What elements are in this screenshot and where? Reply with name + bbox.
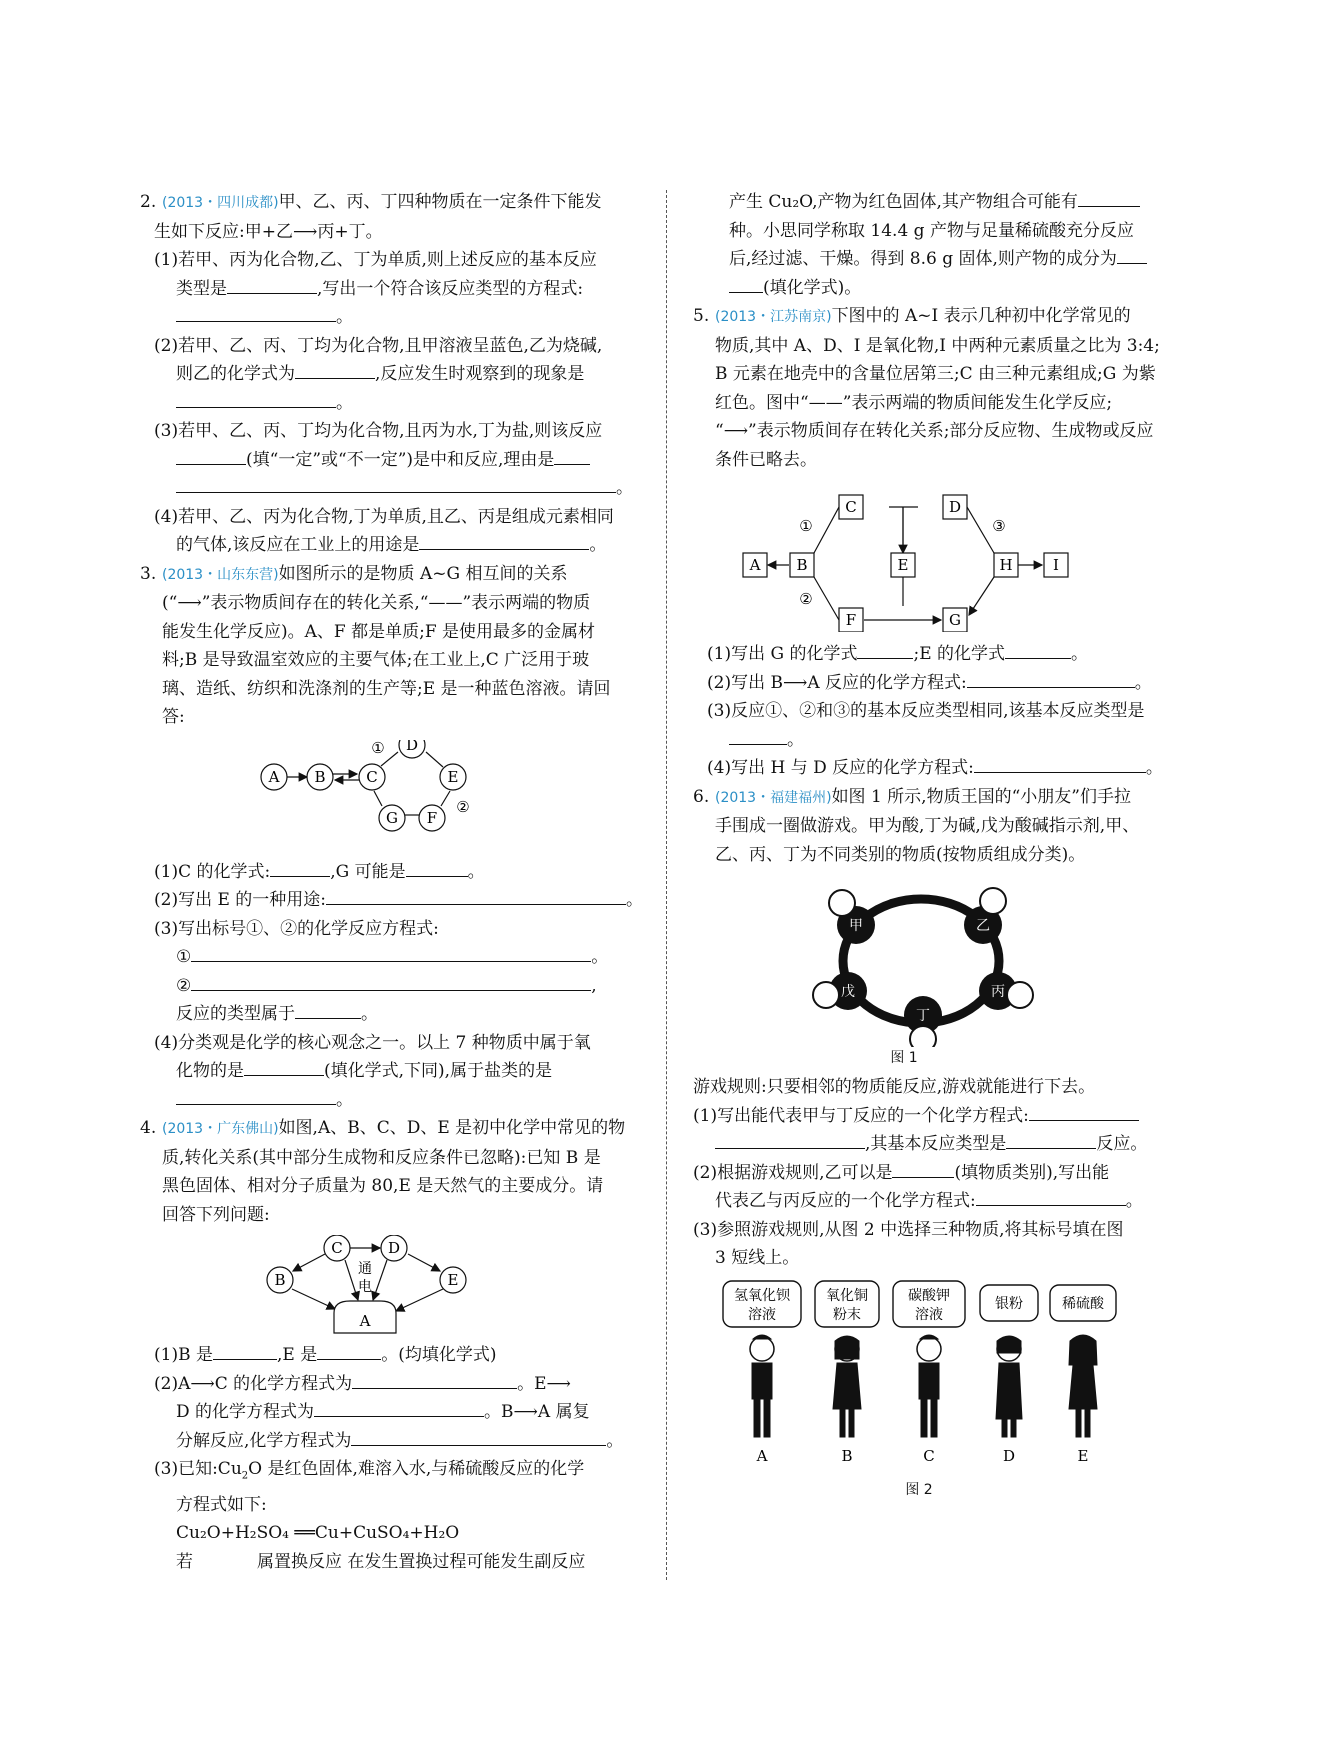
kid-B: [833, 1336, 861, 1437]
text: (2)根据游戏规则,乙可以是: [693, 1162, 893, 1183]
question-source: (2013・福建福州): [715, 789, 832, 806]
text: 。: [591, 947, 609, 967]
text: O 是红色固体,难溶入水,与稀硫酸反应的化学: [248, 1459, 585, 1479]
question-number: 3.: [140, 563, 157, 584]
left-column: [140, 188, 645, 1576]
subquestion-text: (1)若甲、丙为化合物,乙、丁为单质,则上述反应的基本反应: [154, 250, 597, 270]
answer-blank[interactable]: [892, 1159, 954, 1178]
answer-blank[interactable]: [191, 943, 591, 962]
node-label-E: E: [897, 556, 909, 574]
kid-jia: [829, 890, 875, 944]
text: (3)已知:Cu: [154, 1459, 242, 1479]
text: 的气体,该反应在工业上的用途是: [176, 535, 420, 555]
answer-blank[interactable]: [1117, 245, 1147, 264]
answer-blank[interactable]: [967, 669, 1135, 688]
text: 。: [361, 1004, 378, 1024]
answer-blank[interactable]: [314, 1398, 484, 1417]
text: ;E 的化学式: [913, 644, 1006, 664]
text: 类型是: [176, 278, 227, 299]
question-text: 生如下反应:甲+乙⟶丙+丁。: [154, 221, 383, 242]
answer-blank[interactable]: [729, 726, 787, 745]
kid-C: [917, 1335, 941, 1437]
kid-E: [1069, 1335, 1097, 1437]
text: 反应的类型属于: [176, 1004, 295, 1024]
question-source: (2013・江苏南京): [715, 309, 832, 325]
question-text: (“⟶”表示物质间存在的转化关系,“——”表示两端的物质: [162, 593, 591, 613]
question-3: [140, 560, 645, 1115]
kid-label-B: B: [841, 1446, 853, 1465]
question-text: B 元素在地壳中的含量位居第三;C 由三种元素组成;G 为紫: [715, 364, 1156, 384]
question-source: (2013・四川成都): [162, 195, 279, 211]
text: ,: [591, 975, 597, 996]
question-number: 5.: [693, 306, 710, 326]
text: 属置换反应 在发生置换过程可能发生副反应: [257, 1551, 586, 1572]
text: 反应。: [1096, 1134, 1148, 1154]
answer-blank[interactable]: [1005, 640, 1071, 659]
bubble-text: 氧化铜: [826, 1287, 868, 1304]
node-label-G: G: [949, 611, 961, 629]
question-number: 4.: [140, 1118, 157, 1138]
text: 。: [336, 1089, 353, 1110]
answer-blank[interactable]: [974, 754, 1146, 773]
question-text: 黑色固体、相对分子质量为 80,E 是天然气的主要成分。请: [162, 1176, 604, 1196]
question-text: “⟶”表示物质间存在转化关系;部分反应物、生成物或反应: [715, 421, 1154, 441]
svg-text:丙: 丙: [991, 984, 1005, 1000]
node-label-F: F: [426, 808, 438, 827]
answer-blank[interactable]: [351, 1427, 606, 1446]
question-text: 如图,A、B、C、D、E 是初中化学中常见的物: [278, 1118, 626, 1138]
figure-1-caption: 图 1: [890, 1050, 918, 1066]
text: 。: [787, 729, 804, 750]
q3-diagram: [140, 740, 645, 850]
answer-blank[interactable]: [295, 360, 375, 379]
text: 。E⟶: [517, 1373, 571, 1394]
subquestion-text: (4)若甲、乙、丙为化合物,丁为单质,且乙、丙是组成元素相同: [154, 506, 614, 527]
question-text: 乙、丙、丁为不同类别的物质(按物质组成分类)。: [715, 844, 1086, 865]
node-label-G: G: [386, 808, 398, 827]
question-text: 回答下列问题:: [162, 1204, 270, 1225]
text: ①: [176, 947, 192, 967]
answer-blank[interactable]: [244, 1057, 324, 1076]
q4-diagram: [140, 1235, 645, 1337]
text: (1)写出能代表甲与丁反应的一个化学方程式:: [693, 1105, 1029, 1126]
bubble-text: 溶液: [748, 1306, 776, 1323]
text: 。: [1134, 672, 1152, 693]
text: ,其基本反应类型是: [865, 1134, 1007, 1154]
question-number: 2.: [140, 192, 157, 212]
question-text: 能发生化学反应)。A、F 都是单质;F 是使用最多的金属材: [162, 621, 596, 642]
answer-blank[interactable]: [191, 972, 591, 991]
text: 。: [589, 535, 607, 555]
answer-blank[interactable]: [352, 1370, 517, 1389]
text: 代表乙与丙反应的一个化学方程式:: [715, 1191, 976, 1211]
answer-blank[interactable]: [976, 1187, 1126, 1206]
chemical-equation: Cu₂O+H₂SO₄ ══Cu+CuSO₄+H₂O: [176, 1523, 460, 1544]
bubble-text: 溶液: [915, 1306, 943, 1323]
answer-blank[interactable]: [406, 858, 468, 877]
question-text: 手围成一圈做游戏。甲为酸,丁为碱,戊为酸碱指示剂,甲、: [715, 816, 1140, 836]
text: (4)写出 H 与 D 反应的化学方程式:: [707, 758, 974, 778]
text: 。: [616, 478, 633, 498]
text: 后,经过滤、干燥。得到 8.6 g 固体,则产物的成分为: [729, 249, 1117, 269]
node-label-C: C: [331, 1239, 343, 1257]
bubble-text: 粉末: [833, 1306, 861, 1323]
kid-D: [996, 1336, 1022, 1437]
node-label-A: A: [268, 767, 280, 786]
text: 则乙的化学式为: [176, 364, 295, 384]
text: (填化学式)。: [763, 277, 862, 298]
text: (2)写出 B⟶A 反应的化学方程式:: [707, 672, 967, 693]
text: ②: [176, 975, 192, 996]
answer-blank[interactable]: [1078, 188, 1140, 207]
text: 。(均填化学式): [381, 1345, 497, 1365]
node-label-E: E: [447, 767, 459, 786]
question-text: 物质,其中 A、D、I 是氧化物,I 中两种元素质量之比为 3:4;: [715, 335, 1160, 356]
text: ,E 是: [276, 1345, 318, 1365]
node-label-B: B: [314, 767, 326, 786]
question-text: 如图 1 所示,物质王国的“小朋友”们手拉: [831, 786, 1131, 807]
node-label-I: I: [1053, 556, 1059, 574]
question-source: (2013・山东东营): [162, 566, 279, 583]
text: (1)B 是: [154, 1345, 213, 1365]
right-column: [693, 188, 1175, 1501]
kid-wu: [813, 972, 867, 1010]
answer-blank[interactable]: [326, 886, 626, 905]
node-label-D: D: [948, 498, 962, 516]
text: ,反应发生时观察到的现象是: [375, 364, 585, 384]
bubble-text: 碳酸钾: [908, 1287, 950, 1304]
text: 。: [1145, 758, 1163, 778]
question-text: 料;B 是导致温室效应的主要气体;在工业上,C 广泛用于玻: [162, 650, 590, 670]
text: 。: [467, 861, 485, 882]
node-label-A: A: [749, 556, 761, 574]
svg-text:乙: 乙: [976, 918, 990, 934]
text: 。B⟶A 属复: [484, 1402, 590, 1422]
text: (1)写出 G 的化学式: [707, 644, 858, 664]
reaction-mark-3: ③: [992, 517, 1006, 535]
subquestion-text: (4)分类观是化学的核心观念之一。以上 7 种物质中属于氧: [154, 1032, 591, 1053]
arrow-label: 通: [358, 1261, 372, 1277]
svg-text:丁: 丁: [916, 1008, 930, 1024]
answer-blank[interactable]: [715, 1130, 865, 1149]
subquestion-text: (3)写出标号①、②的化学反应方程式:: [154, 918, 439, 939]
question-6: [693, 783, 1175, 1501]
text: (填化学式,下同),属于盐类的是: [324, 1061, 553, 1081]
text: 。: [626, 890, 644, 910]
arrow-label: 电: [358, 1279, 372, 1295]
question-text: 下图中的 A~I 表示几种初中化学常见的: [831, 306, 1131, 326]
subquestion-text: (3)参照游戏规则,从图 2 中选择三种物质,将其标号填在图: [693, 1219, 1124, 1240]
node-label-H: H: [999, 556, 1013, 574]
bubble-text: 银粉: [995, 1295, 1023, 1312]
kid-label-A: A: [756, 1446, 768, 1465]
answer-blank[interactable]: [295, 1000, 361, 1019]
node-label-D: D: [405, 739, 419, 754]
text: 产生 Cu₂O,产物为红色固体,其产物组合可能有: [729, 192, 1078, 212]
text: 若: [176, 1551, 193, 1572]
node-label-E: E: [447, 1271, 459, 1289]
answer-blank[interactable]: [213, 1341, 277, 1360]
kid-yi: [964, 888, 1006, 944]
answer-blank[interactable]: [729, 274, 763, 293]
text: 分解反应,化学方程式为: [176, 1430, 352, 1451]
node-label-C: C: [845, 498, 857, 516]
figure-2-caption: 图 2: [905, 1481, 933, 1498]
text: D 的化学方程式为: [176, 1402, 315, 1422]
text: 化物的是: [176, 1061, 244, 1081]
answer-blank[interactable]: [176, 1086, 336, 1105]
kid-A: [750, 1335, 774, 1437]
node-label-A: A: [359, 1312, 371, 1330]
question-source: (2013・广东佛山): [162, 1121, 279, 1137]
svg-text:戊: 戊: [841, 984, 855, 1000]
text: ,G 可能是: [330, 861, 406, 882]
question-2: [140, 188, 645, 560]
reaction-mark-2: ②: [456, 797, 470, 816]
text: (填“一定”或“不一定”)是中和反应,理由是: [246, 449, 555, 470]
subquestion-text: (3)反应①、②和③的基本反应类型相同,该基本反应类型是: [707, 701, 1145, 721]
subquestion-text: (2)若甲、乙、丙、丁均为化合物,且甲溶液呈蓝色,乙为烧碱,: [154, 335, 603, 356]
text: 种。小思同学称取 14.4 g 产物与足量稀硫酸充分反应: [729, 220, 1134, 241]
text: 。: [336, 392, 353, 413]
text: 。: [606, 1430, 624, 1451]
q5-diagram: [693, 484, 1175, 632]
answer-blank[interactable]: [176, 474, 616, 493]
question-text: 质,转化关系(其中部分生成物和反应条件已忽略):已知 B 是: [162, 1147, 601, 1168]
bubble-text: 氢氧化钡: [734, 1287, 790, 1304]
question-text: 如图所示的是物质 A~G 相互间的关系: [278, 563, 568, 584]
question-5: [693, 302, 1175, 783]
text: (2)写出 E 的一种用途:: [154, 890, 327, 910]
kid-bing: [979, 972, 1033, 1010]
text: (2)A⟶C 的化学方程式为: [154, 1373, 353, 1394]
question-text: 甲、乙、丙、丁四种物质在一定条件下能发: [278, 192, 602, 212]
question-text: 璃、造纸、纺织和洗涤剂的生产等;E 是一种蓝色溶液。请回: [162, 678, 611, 699]
node-label-D: D: [387, 1239, 401, 1257]
reaction-mark-2: ②: [799, 590, 813, 608]
text: (填物质类别),写出能: [954, 1162, 1110, 1183]
question-text: 答:: [162, 707, 185, 727]
answer-blank[interactable]: [554, 446, 590, 465]
game-rule: 游戏规则:只要相邻的物质能反应,游戏就能进行下去。: [693, 1077, 1096, 1097]
kid-label-D: D: [1002, 1446, 1016, 1465]
answer-blank[interactable]: [1029, 1102, 1139, 1121]
answer-blank[interactable]: [227, 275, 317, 294]
figure-2-kids-row: [693, 1279, 1175, 1479]
node-label-B: B: [796, 556, 808, 574]
bubble-text: 稀硫酸: [1062, 1295, 1104, 1312]
answer-blank[interactable]: [176, 446, 246, 465]
answer-blank[interactable]: [857, 640, 913, 659]
text: ,写出一个符合该反应类型的方程式:: [317, 278, 584, 299]
text: 。: [1125, 1191, 1143, 1211]
subquestion-text: (3)若甲、乙、丙、丁均为化合物,且丙为水,丁为盐,则该反应: [154, 421, 603, 441]
question-text: 红色。图中“——”表示两端的物质间能发生化学反应;: [715, 392, 1113, 413]
answer-blank[interactable]: [176, 389, 336, 408]
text: 。: [1071, 644, 1089, 664]
kid-label-E: E: [1077, 1446, 1089, 1465]
text: (1)C 的化学式:: [154, 861, 271, 882]
figure-1-kids-circle: [693, 875, 1175, 1047]
question-4-continued: [693, 188, 1175, 302]
question-4: 4. (2013・广东佛山)如图,A、B、C、D、E 是初中化学中常见的物 质,转化关系(其中部分生成物和反应条件已忽略):已知 B 是 黑色固体、相对分子质量为 80,E 是天然气的主要成分。请 回答下列问题: C D B E A 通 电 (1)B 是 ,E 是 。(均填化学式) (2)A⟶C 的化学方程式为 。E⟶ D 的化学方程式为 。B⟶A 属复 分解反应,化学方程式为 。 (3)已知$:Cu_2O$ 是红色固体,难溶入水,与稀硫酸反应的化学 方程式如下: Cu₂O+H₂SO₄ ══Cu+CuSO₄+H₂O 若 属置换反应 在发生置换过程可能发生副反应: [140, 1114, 645, 1576]
text: 。: [336, 307, 353, 327]
kid-ding: [904, 996, 942, 1047]
reaction-mark-1: ①: [371, 739, 385, 757]
subquestion-text: 方程式如下:: [176, 1494, 267, 1515]
node-label-C: C: [366, 767, 378, 786]
node-label-F: F: [845, 611, 857, 629]
subquestion-text: 3 短线上。: [715, 1248, 800, 1268]
reaction-mark-1: ①: [799, 517, 813, 535]
question-number: 6.: [693, 786, 710, 807]
answer-blank[interactable]: [419, 531, 589, 550]
answer-blank[interactable]: [1006, 1130, 1096, 1149]
kid-label-C: C: [923, 1446, 935, 1465]
question-text: 条件已略去。: [715, 449, 817, 470]
column-divider: [666, 190, 667, 1580]
answer-blank[interactable]: [317, 1341, 381, 1360]
answer-blank[interactable]: [176, 303, 336, 322]
node-label-B: B: [274, 1271, 286, 1289]
answer-blank[interactable]: [270, 858, 330, 877]
svg-text:甲: 甲: [849, 918, 863, 934]
